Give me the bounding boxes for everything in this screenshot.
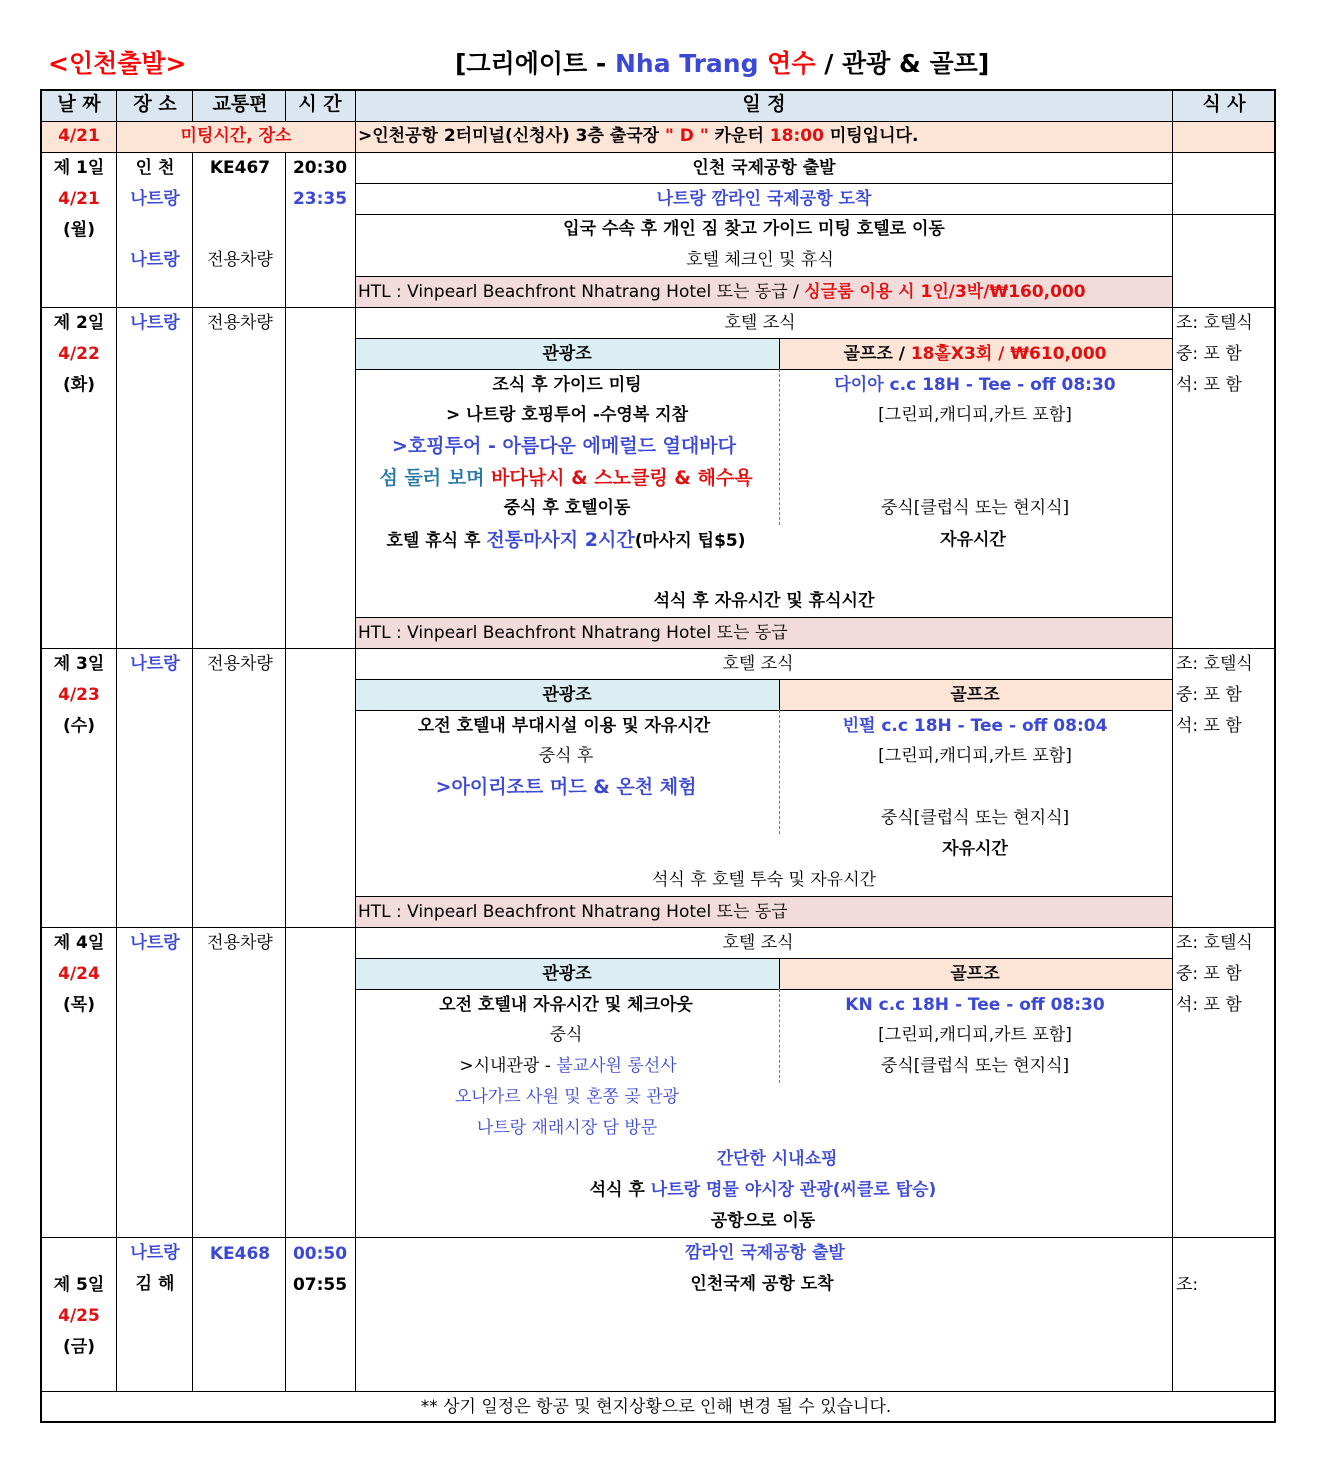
day3-breakfast: 호텔 조식	[722, 654, 794, 674]
day5-place1: 나트랑	[130, 1243, 180, 1263]
col-time: 시 간	[298, 93, 342, 115]
day2-meal1: 조: 호텔식	[1176, 313, 1253, 333]
day2-label: 제 2일	[53, 313, 105, 333]
day4-t2: 중식	[549, 1025, 583, 1045]
day2-evening: 석식 후 자유시간 및 휴식시간	[653, 591, 875, 611]
day4-tour-head: 관광조	[542, 964, 592, 984]
meeting-text: >인천공항 2터미널(신청사) 3층 출국장 " D " 카운터 18:00 미팅입니다.	[358, 126, 919, 146]
day4-dinner: 석식 후 나트랑 명물 야시장 관광(씨클로 탑승)	[589, 1180, 937, 1200]
meeting-date: 4/21	[58, 126, 100, 146]
day4-vehicle: 전용차량	[207, 933, 273, 953]
page-title: [그리에이트 - Nha Trang 연수 / 관광 & 골프]	[455, 49, 990, 78]
day3-g4: 자유시간	[942, 839, 1008, 859]
day1-date: 4/21	[58, 189, 100, 209]
day1-hotel: HTL : Vinpearl Beachfront Nhatrang Hotel 또는 동급 / 싱글룸 이용 시 1인/3박/₩160,000	[358, 282, 1086, 302]
day3-vehicle: 전용차량	[207, 654, 273, 674]
departure-label: <인천출발>	[48, 49, 187, 78]
day5-s2: 인천국제 공항 도착	[690, 1274, 834, 1294]
day3-g1: 빈펄 c.c 18H - Tee - off 08:04	[842, 716, 1108, 736]
day1-time1: 20:30	[292, 158, 348, 178]
day5-date: 4/25	[58, 1306, 100, 1326]
day2-g1: 다이아 c.c 18H - Tee - off 08:30	[834, 375, 1116, 395]
day4-t5: 나트랑 재래시장 담 방문	[476, 1118, 658, 1138]
day3-weekday: (수)	[63, 716, 95, 736]
day2-g2: [그린피,캐디피,카트 포함]	[878, 405, 1072, 425]
day4-date: 4/24	[58, 964, 100, 984]
day5-place2: 김 해	[135, 1274, 175, 1294]
day4-t3: >시내관광 - 불교사원 롱선사	[459, 1056, 677, 1076]
day1-s3: 입국 수속 후 개인 짐 찾고 가이드 미팅 호텔로 이동	[563, 219, 945, 239]
day3-place: 나트랑	[130, 654, 180, 674]
col-place: 장 소	[133, 93, 177, 115]
day2-hotel: HTL : Vinpearl Beachfront Nhatrang Hotel 또는 동급	[358, 623, 788, 643]
day5-s1: 깜라인 국제공항 출발	[685, 1243, 845, 1263]
day2-breakfast: 호텔 조식	[724, 313, 796, 333]
day4-t1: 오전 호텔내 자유시간 및 체크아웃	[439, 995, 693, 1015]
day1-place1: 인 천	[135, 158, 175, 178]
day3-meal1: 조: 호텔식	[1176, 654, 1253, 674]
day3-meal2: 중: 포 함	[1176, 685, 1242, 705]
day4-g3: 중식[클럽식 또는 현지식]	[880, 1056, 1070, 1076]
day1-label: 제 1일	[53, 158, 105, 178]
day1-time2: 23:35	[292, 189, 348, 209]
day4-shopping: 간단한 시내쇼핑	[716, 1149, 838, 1169]
footer-note: ** 상기 일정은 항공 및 현지상황으로 인해 변경 될 수 있습니다.	[420, 1397, 892, 1417]
day2-date: 4/22	[58, 344, 100, 364]
day1-s4: 호텔 체크인 및 휴식	[686, 250, 834, 270]
day4-meal3: 석: 포 함	[1176, 995, 1242, 1015]
day1-place2: 나트랑	[130, 189, 180, 209]
col-date: 날 짜	[57, 93, 101, 115]
day2-t2: > 나트랑 호핑투어 -수영복 지참	[445, 405, 689, 425]
day2-golf-head: 골프조 / 18홀X3회 / ₩610,000	[843, 344, 1107, 364]
day3-t2: 중식 후	[538, 746, 594, 766]
day3-date: 4/23	[58, 685, 100, 705]
day5-weekday: (금)	[63, 1337, 95, 1357]
day2-t6: 호텔 휴식 후 전통마사지 2시간(마사지 팁$5)	[386, 529, 746, 551]
day5-time1: 00:50	[292, 1244, 348, 1264]
day3-g2: [그린피,캐디피,카트 포함]	[878, 746, 1072, 766]
day2-t4: 섬 둘러 보며 바다낚시 & 스노클링 & 해수욕	[379, 467, 753, 489]
day3-t1: 오전 호텔내 부대시설 이용 및 자유시간	[417, 716, 711, 736]
day3-golf-head: 골프조	[950, 685, 1000, 705]
day2-t5: 중식 후 호텔이동	[503, 498, 631, 518]
day2-t1: 조식 후 가이드 미팅	[492, 375, 642, 395]
day4-g2: [그린피,캐디피,카트 포함]	[878, 1025, 1072, 1045]
day2-weekday: (화)	[63, 375, 95, 395]
day4-breakfast: 호텔 조식	[722, 933, 794, 953]
day2-vehicle: 전용차량	[207, 313, 273, 333]
day2-g4: 자유시간	[940, 530, 1006, 550]
day2-g3: 중식[클럽식 또는 현지식]	[880, 498, 1070, 518]
day2-meal2: 중: 포 함	[1176, 344, 1242, 364]
day1-flight: KE467	[209, 158, 271, 178]
day3-t3: >아이리조트 머드 & 온천 체험	[435, 776, 697, 798]
day1-place3: 나트랑	[130, 250, 180, 270]
day2-place: 나트랑	[130, 313, 180, 333]
day2-meal3: 석: 포 함	[1176, 375, 1242, 395]
day3-meal3: 석: 포 함	[1176, 716, 1242, 736]
col-meal: 식 사	[1202, 93, 1246, 115]
meeting-label: 미팅시간, 장소	[180, 126, 292, 146]
day3-label: 제 3일	[53, 654, 105, 674]
day4-golf-head: 골프조	[950, 964, 1000, 984]
day4-place: 나트랑	[130, 933, 180, 953]
day4-label: 제 4일	[53, 933, 105, 953]
day5-time2: 07:55	[292, 1275, 348, 1295]
day4-g1: KN c.c 18H - Tee - off 08:30	[845, 995, 1105, 1015]
day1-vehicle: 전용차량	[207, 250, 273, 270]
day3-hotel: HTL : Vinpearl Beachfront Nhatrang Hotel 또는 동급	[358, 902, 788, 922]
day5-label: 제 5일	[53, 1275, 105, 1295]
day4-weekday: (목)	[63, 995, 95, 1015]
day1-s2: 나트랑 깜라인 국제공항 도착	[656, 189, 872, 209]
day5-flight: KE468	[209, 1244, 271, 1264]
day3-evening: 석식 후 호텔 투숙 및 자유시간	[651, 870, 877, 890]
day4-meal1: 조: 호텔식	[1176, 933, 1253, 953]
day5-meal: 조:	[1176, 1275, 1199, 1295]
day2-t3: >호핑투어 - 아름다운 에메럴드 열대바다	[392, 435, 736, 457]
day3-g3: 중식[클럽식 또는 현지식]	[880, 808, 1070, 828]
day4-airport: 공항으로 이동	[710, 1211, 816, 1231]
day2-tour-head: 관광조	[542, 344, 592, 364]
day4-meal2: 중: 포 함	[1176, 964, 1242, 984]
day3-tour-head: 관광조	[542, 685, 592, 705]
day4-t4: 오나가르 사원 및 혼쫑 곶 관광	[454, 1087, 680, 1107]
day1-s1: 인천 국제공항 출발	[692, 158, 836, 178]
col-schedule: 일 정	[742, 93, 786, 115]
col-transport: 교통편	[212, 93, 268, 115]
day1-weekday: (월)	[63, 220, 95, 240]
